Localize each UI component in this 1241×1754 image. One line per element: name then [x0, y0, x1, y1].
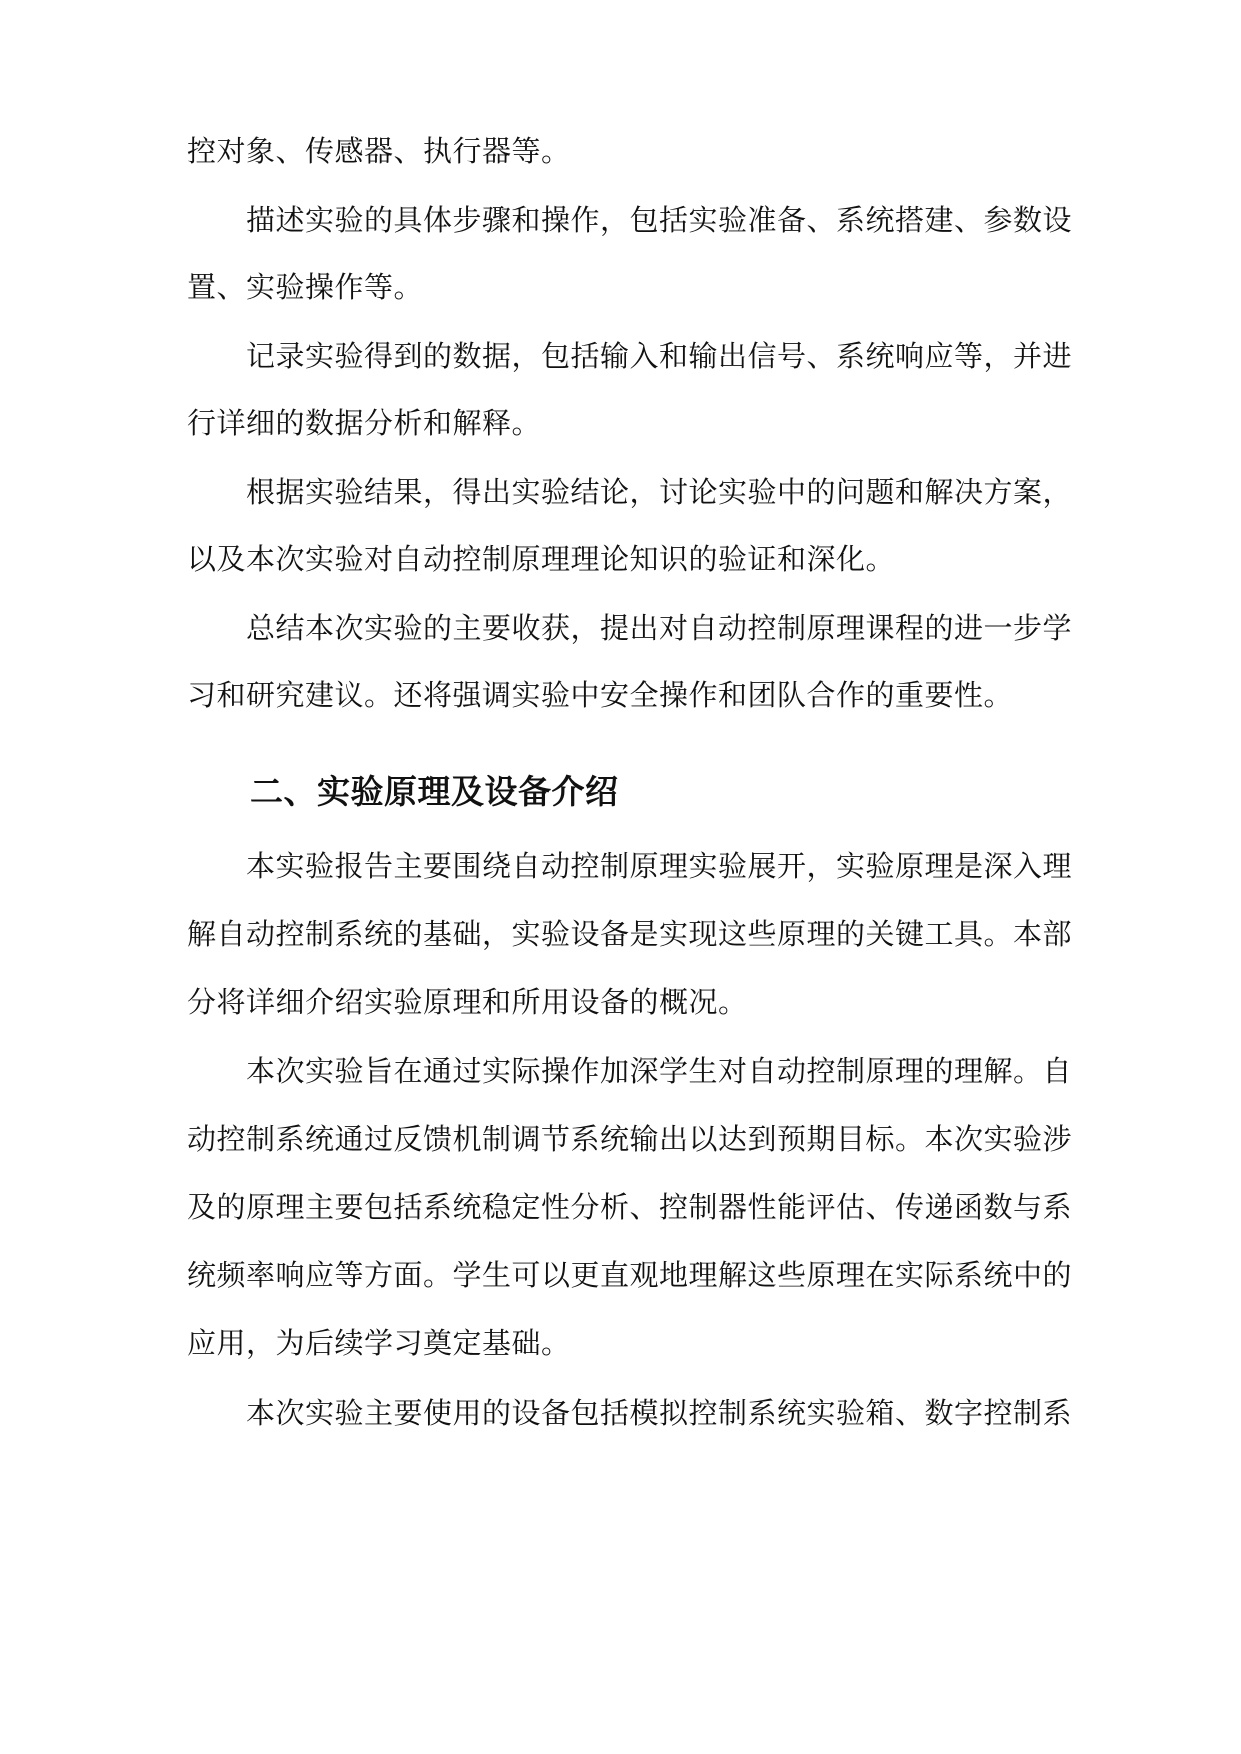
paragraph-line: 本次实验主要使用的设备包括模拟控制系统实验箱、数字控制系 — [246, 1396, 1073, 1430]
section-heading: 二、实验原理及设备介绍 — [250, 772, 619, 811]
paragraph-line: 及的原理主要包括系统稳定性分析、控制器性能评估、传递函数与系 — [187, 1190, 1073, 1224]
paragraph-line: 习和研究建议。还将强调实验中安全操作和团队合作的重要性。 — [187, 678, 1014, 712]
paragraph-line: 描述实验的具体步骤和操作，包括实验准备、系统搭建、参数设 — [246, 203, 1073, 237]
paragraph-line: 应用，为后续学习奠定基础。 — [187, 1326, 571, 1360]
paragraph-line: 总结本次实验的主要收获，提出对自动控制原理课程的进一步学 — [246, 611, 1073, 645]
paragraph-line: 统频率响应等方面。学生可以更直观地理解这些原理在实际系统中的 — [187, 1258, 1073, 1292]
paragraph-continuation-line: 控对象、传感器、执行器等。 — [187, 134, 571, 168]
paragraph-line: 记录实验得到的数据，包括输入和输出信号、系统响应等，并进 — [246, 339, 1073, 373]
paragraph-line: 根据实验结果，得出实验结论，讨论实验中的问题和解决方案， — [246, 475, 1073, 509]
paragraph-line: 置、实验操作等。 — [187, 270, 424, 304]
paragraph-line: 行详细的数据分析和解释。 — [187, 406, 542, 440]
paragraph-line: 本次实验旨在通过实际操作加深学生对自动控制原理的理解。自 — [246, 1054, 1073, 1088]
paragraph-line: 本实验报告主要围绕自动控制原理实验展开，实验原理是深入理 — [246, 849, 1073, 883]
paragraph-line: 分将详细介绍实验原理和所用设备的概况。 — [187, 985, 748, 1019]
paragraph-line: 动控制系统通过反馈机制调节系统输出以达到预期目标。本次实验涉 — [187, 1122, 1073, 1156]
paragraph-line: 解自动控制系统的基础，实验设备是实现这些原理的关键工具。本部 — [187, 917, 1073, 951]
paragraph-line: 以及本次实验对自动控制原理理论知识的验证和深化。 — [187, 542, 896, 576]
